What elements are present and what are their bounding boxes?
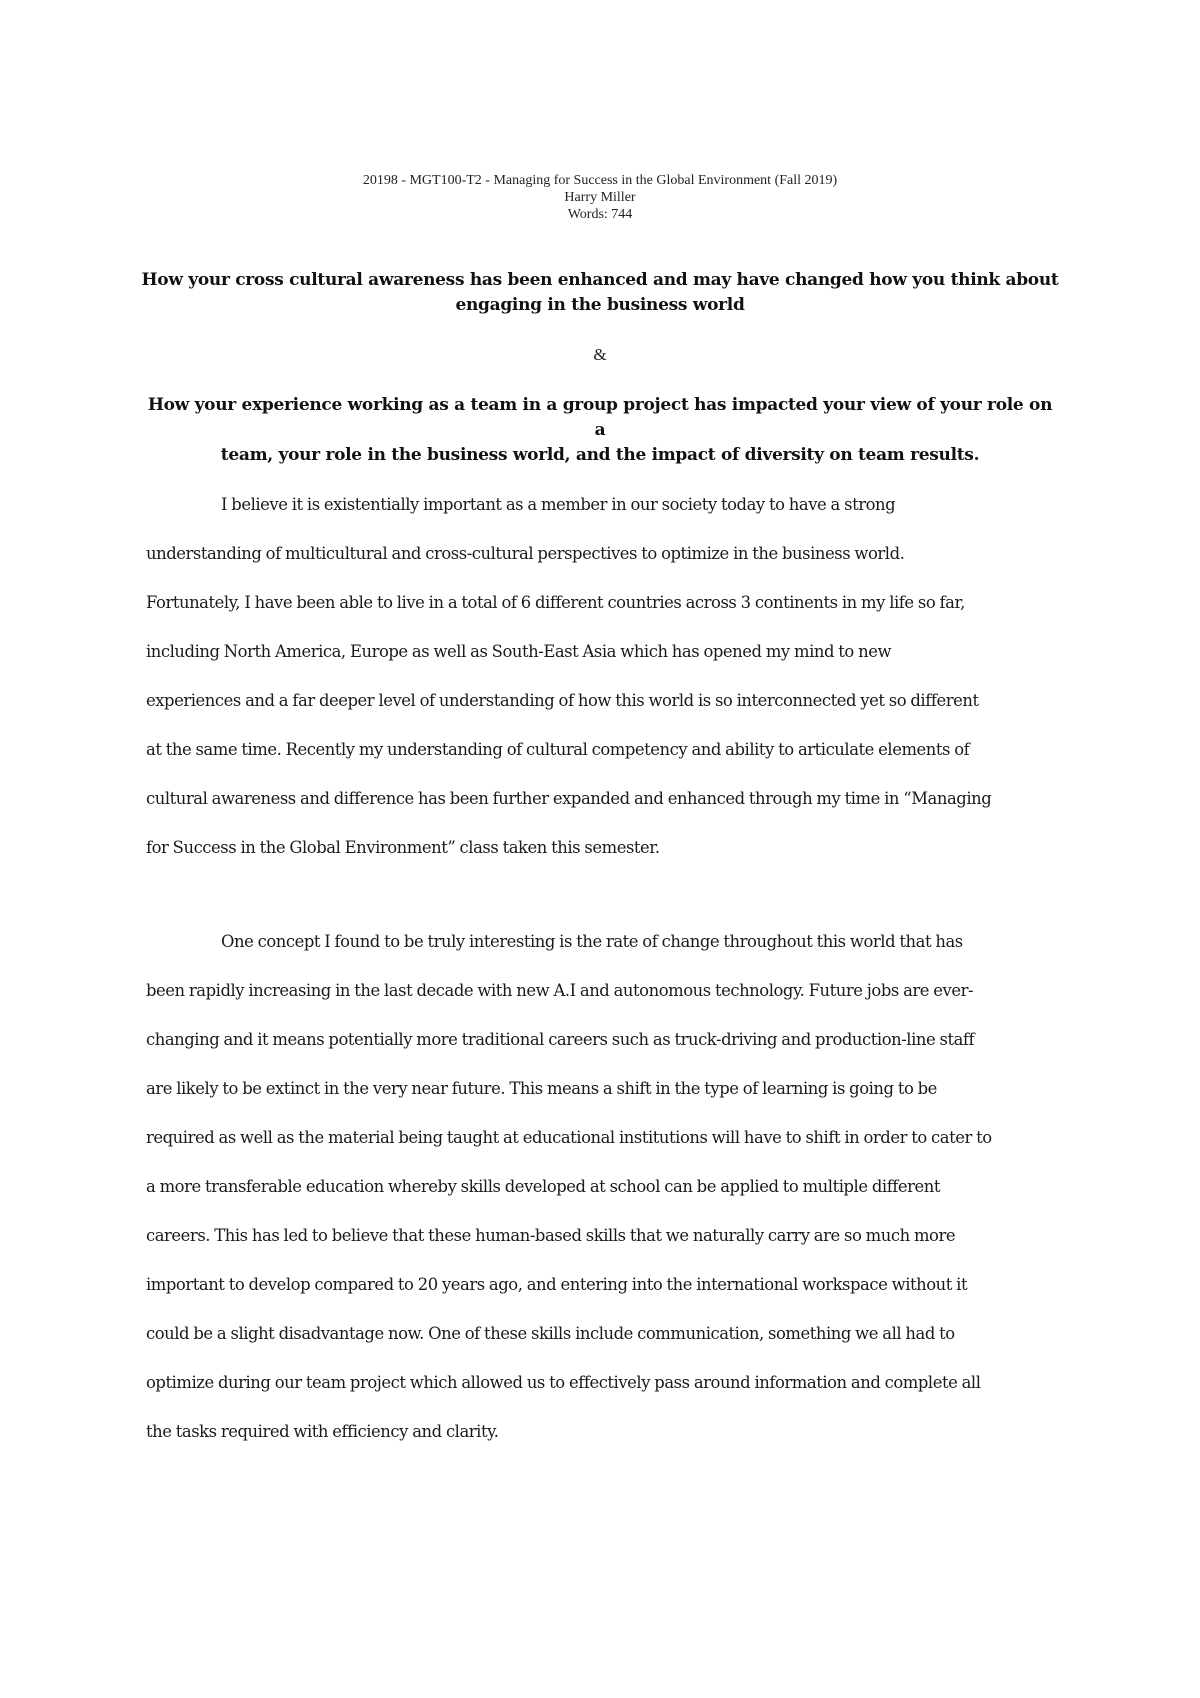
word-count: Words: 744: [567, 207, 633, 222]
course-line: 20198 - MGT100-T2 - Managing for Success in the Global Environment (Fall 2019): [362, 173, 838, 188]
paragraph-line: changing and it means potentially more traditional careers such as truck-driving and production-line staff: [146, 1030, 975, 1049]
paragraph-line: could be a slight disadvantage now. One of these skills include communication, something we all had to: [146, 1324, 955, 1343]
question-2-line-1: How your experience working as a team in a group project has impacted your view of your role on a: [147, 395, 1053, 440]
document-header: [0, 172, 1200, 223]
paragraph-line: optimize during our team project which allowed us to effectively pass around information and complete all: [146, 1373, 981, 1392]
paragraph-line: including North America, Europe as well as South-East Asia which has opened my mind to new: [146, 642, 892, 661]
paragraph-line: at the same time. Recently my understanding of cultural competency and ability to articulate elements of: [146, 740, 970, 759]
paragraph-line: for Success in the Global Environment” class taken this semester.: [146, 838, 660, 857]
paragraph-line: are likely to be extinct in the very near future. This means a shift in the type of learning is going to be: [146, 1079, 937, 1098]
paragraph-line: required as well as the material being taught at educational institutions will have to shift in order to cater to: [146, 1128, 992, 1147]
paragraph-line: important to develop compared to 20 years ago, and entering into the international workspace without it: [146, 1275, 968, 1294]
paragraph-line: One concept I found to be truly interesting is the rate of change throughout this world that has: [221, 932, 963, 951]
paragraph-2: [146, 917, 1066, 1456]
paragraph-line: I believe it is existentially important as a member in our society today to have a strong: [221, 495, 896, 514]
essay-question-2: [140, 393, 1060, 468]
essay-question-1: [140, 268, 1060, 318]
paragraph-line: understanding of multicultural and cross-cultural perspectives to optimize in the business world.: [146, 544, 905, 563]
paragraph-line: Fortunately, I have been able to live in a total of 6 different countries across 3 continents in my life so far,: [146, 593, 965, 612]
paragraph-line: careers. This has led to believe that these human-based skills that we naturally carry are so much more: [146, 1226, 956, 1245]
paragraph-line: the tasks required with efficiency and clarity.: [146, 1422, 499, 1441]
question-1-line-1: How your cross cultural awareness has been enhanced and may have changed how you think about: [141, 270, 1059, 290]
paragraph-1: [146, 480, 1066, 872]
paragraph-line: a more transferable education whereby skills developed at school can be applied to multiple different: [146, 1177, 941, 1196]
paragraph-line: been rapidly increasing in the last decade with new A.I and autonomous technology. Future jobs are ever-: [146, 981, 974, 1000]
paragraph-line: cultural awareness and difference has been further expanded and enhanced through my time in “Managing: [146, 789, 992, 808]
question-1-line-2: engaging in the business world: [455, 295, 745, 315]
question-separator: &: [593, 345, 607, 364]
paragraph-line: experiences and a far deeper level of understanding of how this world is so interconnected yet so different: [146, 691, 979, 710]
author-name: Harry Miller: [564, 190, 636, 205]
question-2-line-2: team, your role in the business world, and the impact of diversity on team results.: [220, 445, 980, 465]
